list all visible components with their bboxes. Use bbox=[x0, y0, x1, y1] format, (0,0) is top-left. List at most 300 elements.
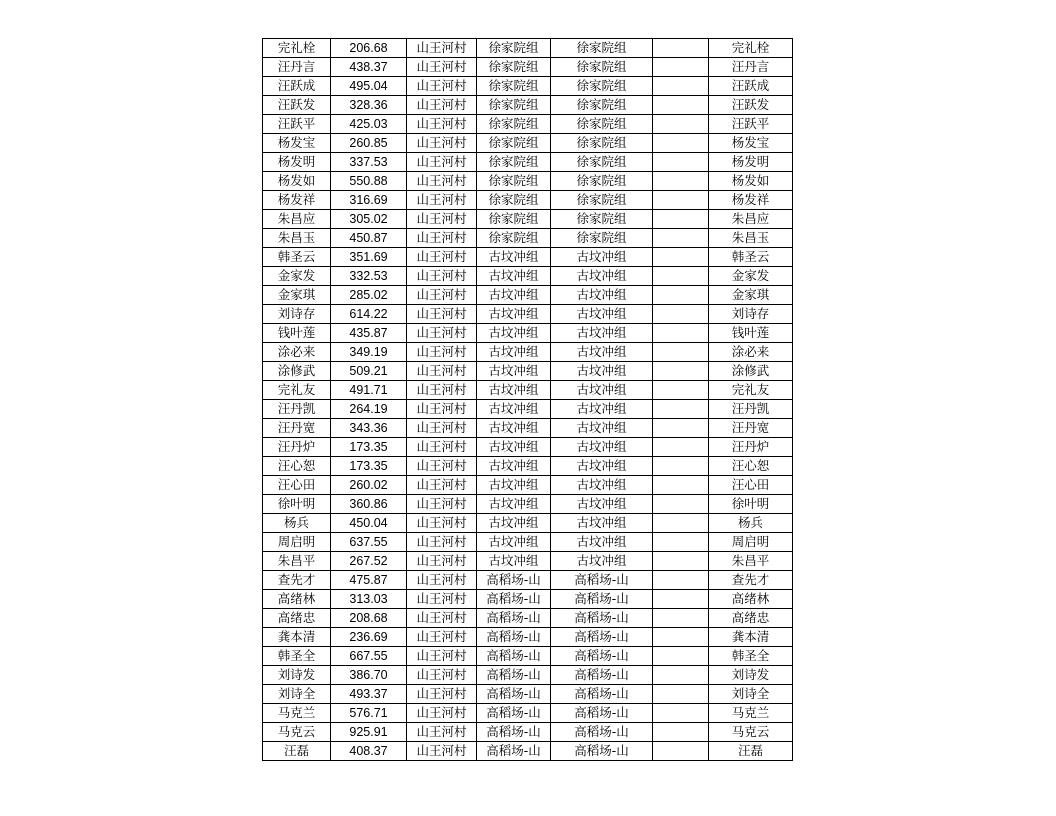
cell-name: 汪丹言 bbox=[263, 58, 331, 77]
table-row bbox=[263, 248, 793, 267]
cell-group: 徐家院组 bbox=[477, 153, 551, 172]
cell-group-repeat: 古坟冲组 bbox=[551, 305, 653, 324]
cell-group-repeat: 古坟冲组 bbox=[551, 381, 653, 400]
cell-village: 山王河村 bbox=[407, 115, 477, 134]
table-row bbox=[263, 666, 793, 685]
cell-blank bbox=[653, 476, 709, 495]
cell-group-repeat: 徐家院组 bbox=[551, 77, 653, 96]
cell-group-repeat: 古坟冲组 bbox=[551, 343, 653, 362]
cell-name: 朱昌应 bbox=[263, 210, 331, 229]
cell-group-repeat: 徐家院组 bbox=[551, 58, 653, 77]
cell-amount: 236.69 bbox=[331, 628, 407, 647]
cell-village: 山王河村 bbox=[407, 267, 477, 286]
cell-group-repeat: 古坟冲组 bbox=[551, 476, 653, 495]
cell-group-repeat: 古坟冲组 bbox=[551, 533, 653, 552]
cell-group: 徐家院组 bbox=[477, 39, 551, 58]
cell-name: 汪心田 bbox=[263, 476, 331, 495]
cell-amount: 332.53 bbox=[331, 267, 407, 286]
cell-amount: 337.53 bbox=[331, 153, 407, 172]
table-row bbox=[263, 362, 793, 381]
cell-group-repeat: 古坟冲组 bbox=[551, 495, 653, 514]
table-row bbox=[263, 704, 793, 723]
cell-village: 山王河村 bbox=[407, 457, 477, 476]
cell-village: 山王河村 bbox=[407, 438, 477, 457]
table-row bbox=[263, 590, 793, 609]
cell-blank bbox=[653, 343, 709, 362]
cell-name: 汪丹炉 bbox=[263, 438, 331, 457]
table-row bbox=[263, 647, 793, 666]
cell-village: 山王河村 bbox=[407, 172, 477, 191]
table-row bbox=[263, 305, 793, 324]
cell-group: 高稻场-山 bbox=[477, 685, 551, 704]
table-row bbox=[263, 286, 793, 305]
cell-village: 山王河村 bbox=[407, 685, 477, 704]
cell-name: 钱叶莲 bbox=[263, 324, 331, 343]
cell-blank bbox=[653, 210, 709, 229]
cell-name: 汪磊 bbox=[263, 742, 331, 761]
cell-amount: 360.86 bbox=[331, 495, 407, 514]
cell-amount: 313.03 bbox=[331, 590, 407, 609]
cell-name: 汪丹凯 bbox=[263, 400, 331, 419]
cell-amount: 438.37 bbox=[331, 58, 407, 77]
cell-village: 山王河村 bbox=[407, 552, 477, 571]
cell-name: 汪跃平 bbox=[263, 115, 331, 134]
cell-group-repeat: 徐家院组 bbox=[551, 115, 653, 134]
cell-amount: 206.68 bbox=[331, 39, 407, 58]
cell-blank bbox=[653, 590, 709, 609]
cell-group-repeat: 古坟冲组 bbox=[551, 248, 653, 267]
cell-blank bbox=[653, 609, 709, 628]
cell-blank bbox=[653, 723, 709, 742]
cell-village: 山王河村 bbox=[407, 39, 477, 58]
cell-village: 山王河村 bbox=[407, 134, 477, 153]
table-row bbox=[263, 39, 793, 58]
cell-name: 龚本清 bbox=[263, 628, 331, 647]
table-row bbox=[263, 571, 793, 590]
cell-group-repeat: 高稻场-山 bbox=[551, 571, 653, 590]
cell-amount: 264.19 bbox=[331, 400, 407, 419]
cell-blank bbox=[653, 704, 709, 723]
cell-group: 高稻场-山 bbox=[477, 590, 551, 609]
cell-name: 金家琪 bbox=[263, 286, 331, 305]
cell-group: 徐家院组 bbox=[477, 210, 551, 229]
cell-name-repeat: 汪跃成 bbox=[709, 77, 793, 96]
cell-group-repeat: 徐家院组 bbox=[551, 39, 653, 58]
cell-name: 涂必来 bbox=[263, 343, 331, 362]
cell-group: 高稻场-山 bbox=[477, 609, 551, 628]
cell-name: 马克兰 bbox=[263, 704, 331, 723]
cell-name: 朱昌平 bbox=[263, 552, 331, 571]
cell-group-repeat: 高稻场-山 bbox=[551, 742, 653, 761]
cell-blank bbox=[653, 324, 709, 343]
cell-amount: 493.37 bbox=[331, 685, 407, 704]
data-table bbox=[262, 38, 793, 761]
cell-group-repeat: 古坟冲组 bbox=[551, 552, 653, 571]
cell-blank bbox=[653, 400, 709, 419]
table-row bbox=[263, 343, 793, 362]
cell-name: 金家发 bbox=[263, 267, 331, 286]
cell-amount: 328.36 bbox=[331, 96, 407, 115]
cell-name-repeat: 查先才 bbox=[709, 571, 793, 590]
table-body bbox=[263, 39, 793, 761]
table-row bbox=[263, 628, 793, 647]
cell-blank bbox=[653, 58, 709, 77]
cell-group: 古坟冲组 bbox=[477, 419, 551, 438]
cell-name: 朱昌玉 bbox=[263, 229, 331, 248]
cell-blank bbox=[653, 514, 709, 533]
table-row bbox=[263, 476, 793, 495]
cell-blank bbox=[653, 153, 709, 172]
cell-group-repeat: 徐家院组 bbox=[551, 210, 653, 229]
cell-group-repeat: 徐家院组 bbox=[551, 172, 653, 191]
cell-group: 高稻场-山 bbox=[477, 742, 551, 761]
cell-name: 刘诗存 bbox=[263, 305, 331, 324]
table-row bbox=[263, 77, 793, 96]
cell-village: 山王河村 bbox=[407, 191, 477, 210]
cell-name: 查先才 bbox=[263, 571, 331, 590]
cell-group-repeat: 高稻场-山 bbox=[551, 590, 653, 609]
cell-name-repeat: 汪磊 bbox=[709, 742, 793, 761]
cell-amount: 305.02 bbox=[331, 210, 407, 229]
cell-blank bbox=[653, 552, 709, 571]
cell-group-repeat: 徐家院组 bbox=[551, 229, 653, 248]
cell-name-repeat: 周启明 bbox=[709, 533, 793, 552]
cell-name-repeat: 朱昌平 bbox=[709, 552, 793, 571]
cell-group: 古坟冲组 bbox=[477, 324, 551, 343]
table-row bbox=[263, 324, 793, 343]
cell-amount: 576.71 bbox=[331, 704, 407, 723]
cell-amount: 343.36 bbox=[331, 419, 407, 438]
cell-village: 山王河村 bbox=[407, 514, 477, 533]
cell-blank bbox=[653, 457, 709, 476]
cell-name-repeat: 韩圣云 bbox=[709, 248, 793, 267]
cell-village: 山王河村 bbox=[407, 153, 477, 172]
cell-village: 山王河村 bbox=[407, 628, 477, 647]
cell-village: 山王河村 bbox=[407, 590, 477, 609]
cell-amount: 509.21 bbox=[331, 362, 407, 381]
cell-blank bbox=[653, 39, 709, 58]
cell-village: 山王河村 bbox=[407, 248, 477, 267]
cell-name: 刘诗全 bbox=[263, 685, 331, 704]
cell-blank bbox=[653, 305, 709, 324]
cell-name-repeat: 汪心田 bbox=[709, 476, 793, 495]
table-row bbox=[263, 267, 793, 286]
cell-village: 山王河村 bbox=[407, 229, 477, 248]
cell-group: 古坟冲组 bbox=[477, 438, 551, 457]
cell-name-repeat: 涂修武 bbox=[709, 362, 793, 381]
cell-group-repeat: 古坟冲组 bbox=[551, 419, 653, 438]
cell-name-repeat: 杨发明 bbox=[709, 153, 793, 172]
cell-village: 山王河村 bbox=[407, 476, 477, 495]
cell-blank bbox=[653, 685, 709, 704]
cell-name: 完礼友 bbox=[263, 381, 331, 400]
cell-blank bbox=[653, 742, 709, 761]
cell-blank bbox=[653, 286, 709, 305]
cell-name-repeat: 金家发 bbox=[709, 267, 793, 286]
cell-amount: 495.04 bbox=[331, 77, 407, 96]
table-row bbox=[263, 96, 793, 115]
cell-name-repeat: 完礼栓 bbox=[709, 39, 793, 58]
cell-blank bbox=[653, 571, 709, 590]
cell-group-repeat: 古坟冲组 bbox=[551, 267, 653, 286]
cell-name-repeat: 刘诗发 bbox=[709, 666, 793, 685]
cell-blank bbox=[653, 533, 709, 552]
cell-group: 徐家院组 bbox=[477, 58, 551, 77]
table-row bbox=[263, 58, 793, 77]
table-row bbox=[263, 115, 793, 134]
cell-group-repeat: 高稻场-山 bbox=[551, 647, 653, 666]
cell-blank bbox=[653, 96, 709, 115]
cell-amount: 435.87 bbox=[331, 324, 407, 343]
cell-amount: 173.35 bbox=[331, 438, 407, 457]
table-row bbox=[263, 438, 793, 457]
cell-blank bbox=[653, 381, 709, 400]
cell-blank bbox=[653, 666, 709, 685]
cell-village: 山王河村 bbox=[407, 400, 477, 419]
cell-name: 杨发明 bbox=[263, 153, 331, 172]
cell-name-repeat: 刘诗存 bbox=[709, 305, 793, 324]
cell-group: 徐家院组 bbox=[477, 134, 551, 153]
table-row bbox=[263, 685, 793, 704]
cell-village: 山王河村 bbox=[407, 742, 477, 761]
cell-group: 徐家院组 bbox=[477, 172, 551, 191]
cell-group: 高稻场-山 bbox=[477, 628, 551, 647]
cell-name: 汪心恕 bbox=[263, 457, 331, 476]
cell-group: 徐家院组 bbox=[477, 229, 551, 248]
cell-group: 古坟冲组 bbox=[477, 343, 551, 362]
cell-amount: 267.52 bbox=[331, 552, 407, 571]
cell-group-repeat: 古坟冲组 bbox=[551, 362, 653, 381]
cell-amount: 260.02 bbox=[331, 476, 407, 495]
cell-group: 徐家院组 bbox=[477, 115, 551, 134]
cell-group-repeat: 徐家院组 bbox=[551, 191, 653, 210]
cell-name: 完礼栓 bbox=[263, 39, 331, 58]
cell-group: 古坟冲组 bbox=[477, 495, 551, 514]
cell-amount: 450.04 bbox=[331, 514, 407, 533]
cell-group: 古坟冲组 bbox=[477, 267, 551, 286]
cell-village: 山王河村 bbox=[407, 96, 477, 115]
cell-group-repeat: 古坟冲组 bbox=[551, 400, 653, 419]
cell-village: 山王河村 bbox=[407, 723, 477, 742]
cell-name: 周启明 bbox=[263, 533, 331, 552]
table-row bbox=[263, 552, 793, 571]
cell-blank bbox=[653, 438, 709, 457]
cell-name-repeat: 汪丹言 bbox=[709, 58, 793, 77]
cell-group-repeat: 古坟冲组 bbox=[551, 286, 653, 305]
table-row bbox=[263, 457, 793, 476]
cell-group-repeat: 高稻场-山 bbox=[551, 704, 653, 723]
cell-name: 韩圣云 bbox=[263, 248, 331, 267]
cell-village: 山王河村 bbox=[407, 533, 477, 552]
cell-name: 汪丹宽 bbox=[263, 419, 331, 438]
cell-group: 古坟冲组 bbox=[477, 305, 551, 324]
cell-group: 高稻场-山 bbox=[477, 666, 551, 685]
cell-name-repeat: 韩圣全 bbox=[709, 647, 793, 666]
cell-blank bbox=[653, 362, 709, 381]
cell-name-repeat: 汪丹宽 bbox=[709, 419, 793, 438]
cell-group-repeat: 古坟冲组 bbox=[551, 438, 653, 457]
cell-group-repeat: 古坟冲组 bbox=[551, 514, 653, 533]
cell-group: 古坟冲组 bbox=[477, 381, 551, 400]
cell-name-repeat: 刘诗全 bbox=[709, 685, 793, 704]
cell-name: 汪跃成 bbox=[263, 77, 331, 96]
table-row bbox=[263, 191, 793, 210]
cell-group: 古坟冲组 bbox=[477, 457, 551, 476]
cell-group: 古坟冲组 bbox=[477, 514, 551, 533]
table-row bbox=[263, 134, 793, 153]
cell-blank bbox=[653, 495, 709, 514]
cell-blank bbox=[653, 267, 709, 286]
cell-blank bbox=[653, 134, 709, 153]
cell-blank bbox=[653, 628, 709, 647]
cell-village: 山王河村 bbox=[407, 419, 477, 438]
cell-amount: 173.35 bbox=[331, 457, 407, 476]
cell-name-repeat: 龚本清 bbox=[709, 628, 793, 647]
cell-group: 古坟冲组 bbox=[477, 552, 551, 571]
cell-amount: 386.70 bbox=[331, 666, 407, 685]
cell-amount: 260.85 bbox=[331, 134, 407, 153]
cell-name-repeat: 杨发宝 bbox=[709, 134, 793, 153]
cell-group: 古坟冲组 bbox=[477, 533, 551, 552]
cell-group-repeat: 高稻场-山 bbox=[551, 609, 653, 628]
cell-name: 涂修武 bbox=[263, 362, 331, 381]
cell-name: 杨发如 bbox=[263, 172, 331, 191]
cell-village: 山王河村 bbox=[407, 210, 477, 229]
cell-name-repeat: 杨兵 bbox=[709, 514, 793, 533]
cell-amount: 349.19 bbox=[331, 343, 407, 362]
cell-name-repeat: 高绪忠 bbox=[709, 609, 793, 628]
cell-amount: 491.71 bbox=[331, 381, 407, 400]
cell-name: 韩圣全 bbox=[263, 647, 331, 666]
cell-group-repeat: 古坟冲组 bbox=[551, 457, 653, 476]
cell-name: 杨发祥 bbox=[263, 191, 331, 210]
cell-group: 高稻场-山 bbox=[477, 723, 551, 742]
cell-group: 古坟冲组 bbox=[477, 400, 551, 419]
cell-group-repeat: 徐家院组 bbox=[551, 153, 653, 172]
cell-name: 汪跃发 bbox=[263, 96, 331, 115]
cell-group-repeat: 古坟冲组 bbox=[551, 324, 653, 343]
cell-group-repeat: 高稻场-山 bbox=[551, 666, 653, 685]
cell-group: 高稻场-山 bbox=[477, 704, 551, 723]
cell-blank bbox=[653, 229, 709, 248]
cell-village: 山王河村 bbox=[407, 381, 477, 400]
cell-village: 山王河村 bbox=[407, 704, 477, 723]
cell-village: 山王河村 bbox=[407, 305, 477, 324]
cell-village: 山王河村 bbox=[407, 58, 477, 77]
cell-village: 山王河村 bbox=[407, 666, 477, 685]
cell-group-repeat: 高稻场-山 bbox=[551, 723, 653, 742]
cell-amount: 208.68 bbox=[331, 609, 407, 628]
cell-amount: 425.03 bbox=[331, 115, 407, 134]
cell-amount: 450.87 bbox=[331, 229, 407, 248]
cell-name-repeat: 马克云 bbox=[709, 723, 793, 742]
cell-name: 杨发宝 bbox=[263, 134, 331, 153]
cell-village: 山王河村 bbox=[407, 647, 477, 666]
table-row bbox=[263, 153, 793, 172]
table-row bbox=[263, 723, 793, 742]
cell-village: 山王河村 bbox=[407, 571, 477, 590]
cell-village: 山王河村 bbox=[407, 609, 477, 628]
table-row bbox=[263, 419, 793, 438]
table-row bbox=[263, 400, 793, 419]
table-row bbox=[263, 229, 793, 248]
table-row bbox=[263, 381, 793, 400]
cell-name-repeat: 金家琪 bbox=[709, 286, 793, 305]
table-row bbox=[263, 514, 793, 533]
cell-name-repeat: 高绪林 bbox=[709, 590, 793, 609]
cell-amount: 285.02 bbox=[331, 286, 407, 305]
cell-village: 山王河村 bbox=[407, 362, 477, 381]
cell-name-repeat: 马克兰 bbox=[709, 704, 793, 723]
table-row bbox=[263, 742, 793, 761]
cell-amount: 408.37 bbox=[331, 742, 407, 761]
cell-name-repeat: 徐叶明 bbox=[709, 495, 793, 514]
cell-name: 高绪林 bbox=[263, 590, 331, 609]
table-row bbox=[263, 495, 793, 514]
cell-amount: 316.69 bbox=[331, 191, 407, 210]
table-row bbox=[263, 210, 793, 229]
cell-amount: 667.55 bbox=[331, 647, 407, 666]
table-row bbox=[263, 609, 793, 628]
cell-group: 徐家院组 bbox=[477, 77, 551, 96]
cell-blank bbox=[653, 172, 709, 191]
cell-name-repeat: 完礼友 bbox=[709, 381, 793, 400]
cell-village: 山王河村 bbox=[407, 343, 477, 362]
cell-name-repeat: 汪跃平 bbox=[709, 115, 793, 134]
cell-blank bbox=[653, 419, 709, 438]
cell-group-repeat: 徐家院组 bbox=[551, 96, 653, 115]
cell-name: 高绪忠 bbox=[263, 609, 331, 628]
cell-village: 山王河村 bbox=[407, 324, 477, 343]
cell-name-repeat: 朱昌应 bbox=[709, 210, 793, 229]
cell-amount: 550.88 bbox=[331, 172, 407, 191]
cell-name: 刘诗发 bbox=[263, 666, 331, 685]
cell-blank bbox=[653, 115, 709, 134]
cell-amount: 925.91 bbox=[331, 723, 407, 742]
cell-group: 古坟冲组 bbox=[477, 476, 551, 495]
cell-name-repeat: 杨发祥 bbox=[709, 191, 793, 210]
cell-amount: 351.69 bbox=[331, 248, 407, 267]
cell-name: 徐叶明 bbox=[263, 495, 331, 514]
cell-blank bbox=[653, 248, 709, 267]
cell-name-repeat: 汪丹凯 bbox=[709, 400, 793, 419]
cell-name-repeat: 杨发如 bbox=[709, 172, 793, 191]
cell-village: 山王河村 bbox=[407, 286, 477, 305]
table-row bbox=[263, 533, 793, 552]
cell-amount: 637.55 bbox=[331, 533, 407, 552]
cell-group-repeat: 高稻场-山 bbox=[551, 685, 653, 704]
cell-village: 山王河村 bbox=[407, 495, 477, 514]
cell-name-repeat: 汪丹炉 bbox=[709, 438, 793, 457]
cell-group-repeat: 徐家院组 bbox=[551, 134, 653, 153]
cell-name-repeat: 汪心恕 bbox=[709, 457, 793, 476]
cell-blank bbox=[653, 191, 709, 210]
table-row bbox=[263, 172, 793, 191]
cell-amount: 614.22 bbox=[331, 305, 407, 324]
cell-name: 杨兵 bbox=[263, 514, 331, 533]
cell-name-repeat: 钱叶莲 bbox=[709, 324, 793, 343]
cell-group: 徐家院组 bbox=[477, 191, 551, 210]
cell-group: 高稻场-山 bbox=[477, 571, 551, 590]
cell-amount: 475.87 bbox=[331, 571, 407, 590]
cell-blank bbox=[653, 77, 709, 96]
cell-group: 古坟冲组 bbox=[477, 248, 551, 267]
cell-village: 山王河村 bbox=[407, 77, 477, 96]
cell-group: 徐家院组 bbox=[477, 96, 551, 115]
cell-blank bbox=[653, 647, 709, 666]
cell-name-repeat: 朱昌玉 bbox=[709, 229, 793, 248]
cell-name: 马克云 bbox=[263, 723, 331, 742]
